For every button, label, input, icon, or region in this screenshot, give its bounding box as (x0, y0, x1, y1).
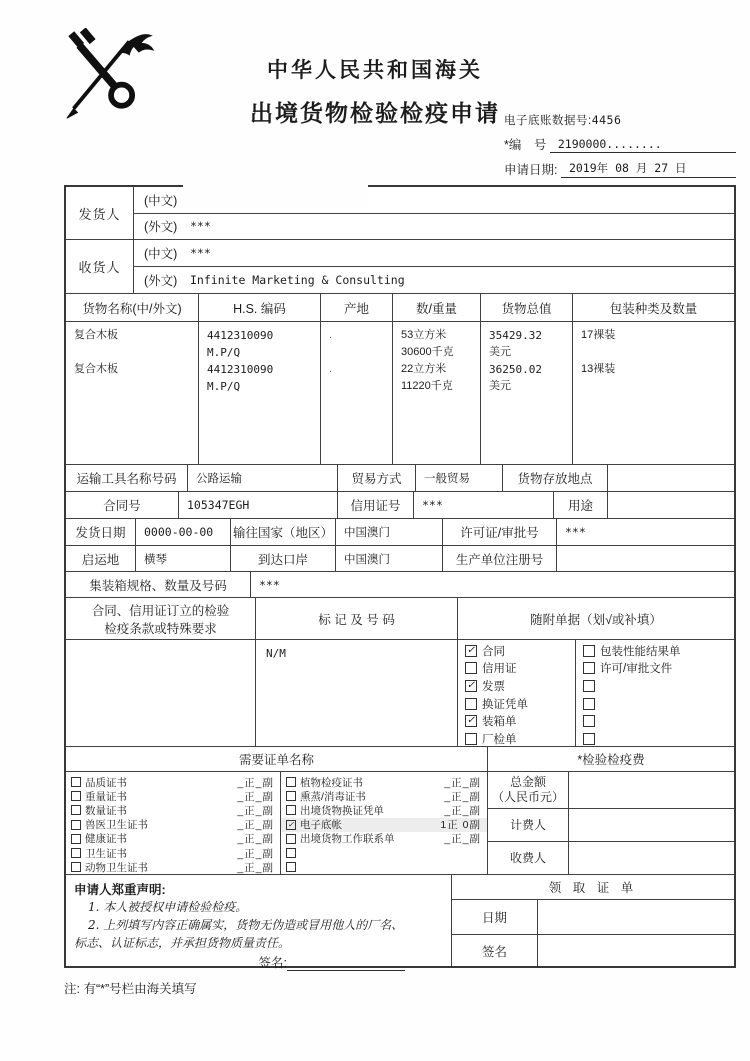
cert-item-vet-hygiene: 兽医卫生证书 _正_副 (66, 818, 280, 832)
foreign-label: (外文) (144, 220, 178, 235)
origin-1: . (329, 329, 333, 341)
attached-docs-header: 随附单据（划√或补填） (530, 612, 662, 627)
checkbox-icon (71, 791, 81, 801)
checkbox-icon (286, 805, 296, 815)
doc-item-voucher: 换证凭单 (458, 695, 575, 713)
clause-marks-docs-body (66, 640, 734, 747)
hs-code-header: H.S. 编码 (199, 294, 321, 321)
ship-date-value: 0000-00-00 (136, 519, 231, 545)
declaration-claim-row (66, 875, 734, 970)
apply-date-label: 申请日期: (504, 163, 561, 177)
consignor-row (66, 187, 734, 240)
marks-value: N/M (256, 640, 458, 746)
chinese-label: (中文) (144, 193, 178, 208)
claim-sign-value (538, 935, 734, 966)
declaration-line-2: 2. 上列填写内容正确属实，货物无伪造或冒用他人的厂名、 (88, 918, 404, 932)
claim-header: 领 取 证 单 (452, 875, 734, 900)
ship-date-row (66, 519, 734, 546)
apply-date-line (504, 160, 736, 178)
goods-name-cell (66, 322, 199, 464)
copies-value: 1正 0副 (440, 819, 481, 832)
claim-box (452, 875, 734, 966)
checkbox-icon (286, 862, 296, 872)
certificates-middle-column (281, 772, 488, 874)
permit-label: 许可证/审批号 (443, 519, 557, 545)
value-1: 35429.32 (489, 329, 542, 342)
checkbox-icon: ✓ (287, 819, 295, 829)
checkbox-icon (71, 820, 81, 830)
contract-value: 105347EGH (179, 492, 338, 518)
declaration-line-1: 1. 本人被授权申请检验检疫。 (88, 900, 248, 914)
consignee-chinese-value: *** (190, 246, 211, 260)
departure-value: 横琴 (136, 546, 231, 571)
container-value: *** (259, 577, 280, 592)
header-info (504, 112, 736, 178)
lc-label: 信用证号 (338, 492, 414, 518)
doc-item-blank (576, 695, 734, 713)
hs-code-2: 4412310090 (207, 363, 274, 376)
checkbox-icon (71, 777, 81, 787)
claim-date-row (452, 900, 734, 935)
volume-1: 53立方米 (401, 329, 447, 341)
copies-blank: _正_副 (237, 790, 274, 803)
footer-note: 注: 有“*”号栏由海关填写 (64, 982, 197, 996)
copies-blank: _正_副 (237, 776, 274, 789)
checkbox-icon (286, 791, 296, 801)
copies-blank: _正_副 (237, 847, 274, 860)
copies-blank: _正_副 (237, 861, 274, 874)
doc-item-blank (576, 712, 734, 730)
currency-1: 美元 (489, 346, 511, 358)
checkbox-icon (286, 777, 296, 787)
eledger-line (504, 112, 736, 128)
packing-header: 包装种类及数量 (609, 301, 698, 316)
cert-item-quantity: 数量证书 _正_副 (66, 803, 280, 817)
claim-date-label: 日期 (452, 900, 538, 934)
doc-item-factory-check: 厂检单 (458, 730, 575, 748)
lc-value: *** (414, 492, 554, 518)
packing-cell (573, 322, 734, 464)
customs-emblem-logo (64, 28, 160, 124)
clause-header: 合同、信用证订立的检验 检疫条款或特殊要求 (66, 598, 256, 639)
signature-label: 签名: (258, 956, 287, 970)
fee-header: *检验检疫费 (577, 753, 645, 767)
doc-item-blank (576, 677, 734, 695)
cert-item-work-contact: 出境货物工作联系单 _正_副 (281, 832, 487, 846)
checkbox-icon (465, 662, 477, 674)
goods-name-1: 复合木板 (74, 329, 118, 341)
departure-row (66, 546, 734, 572)
trade-mode-label: 贸易方式 (338, 465, 416, 491)
ship-date-label: 发货日期 (66, 519, 136, 545)
doc-item-packing-list: ✓ 装箱单 (466, 715, 517, 729)
total-value-header: 货物总值 (481, 294, 573, 321)
form-table (64, 185, 736, 968)
producer-reg-value (557, 546, 734, 571)
storage-value (608, 465, 734, 491)
serial-line (504, 135, 736, 153)
chinese-label: (中文) (144, 247, 178, 261)
total-value-cell (481, 322, 573, 464)
doc-item-packing-result: 包装性能结果单 (576, 642, 734, 660)
usage-label: 用途 (554, 492, 608, 518)
container-label: 集装箱规格、数量及号码 (66, 572, 251, 597)
goods-name-header: 货物名称(中/外文) (66, 294, 199, 321)
consignee-row (66, 240, 734, 294)
cert-item-animal-health: 动物卫生证书 _正_副 (66, 860, 280, 874)
fee-area (488, 772, 734, 874)
cert-item-plant-quarantine: 植物检疫证书 _正_副 (281, 775, 487, 789)
agency-title: 中华人民共和国海关 (267, 59, 483, 82)
signature-blank (287, 957, 405, 971)
copies-blank: _正_副 (237, 804, 274, 817)
fee-collect-row (488, 842, 734, 874)
weight-2: 11220千克 (401, 380, 453, 392)
consignee-label: 收货人 (66, 240, 134, 293)
hs-suffix-1: M.P/Q (207, 346, 241, 359)
doc-item-permit-file: 许可/审批文件 (576, 660, 734, 678)
checkbox-icon (583, 733, 595, 745)
certificates-header: 需要证单名称 (66, 747, 488, 771)
checkbox-icon (71, 862, 81, 872)
doc-item-blank (576, 730, 734, 748)
declaration-line-3: 标志、认证标志，并承担货物质量责任。 (74, 936, 291, 950)
eledger-value: 4456 (591, 113, 622, 127)
serial-value: 2190000........ (550, 137, 736, 153)
fee-calc-row (488, 809, 734, 842)
currency-2: 美元 (489, 380, 511, 392)
vehicle-label: 运输工具名称号码 (66, 465, 188, 491)
foreign-label: (外文) (144, 274, 178, 288)
marks-header: 标 记 及 号 码 (256, 598, 458, 639)
consignor-foreign-line (134, 214, 734, 240)
origin-2: . (329, 363, 333, 375)
goods-header-row (66, 294, 734, 322)
dest-country-label: 输往国家（地区） (231, 519, 336, 545)
redaction-box (183, 175, 368, 207)
form-title: 出境货物检验检疫申请 (250, 100, 500, 126)
vehicle-value: 公路运输 (188, 465, 338, 491)
attached-docs-area (458, 640, 734, 746)
storage-label: 货物存放地点 (503, 465, 608, 491)
checkbox-icon (71, 805, 81, 815)
checkbox-icon: ✓ (466, 679, 476, 691)
checkbox-icon (583, 698, 595, 710)
doc-item-contract: ✓ 合同 (466, 644, 505, 658)
qty-weight-cell (393, 322, 481, 464)
weight-1: 30600千克 (401, 346, 454, 358)
doc-item-lc: 信用证 (458, 660, 575, 678)
checkbox-icon: ✓ (466, 715, 476, 727)
hs-code-cell (199, 322, 321, 464)
docs-right-column (576, 640, 734, 746)
fee-total-value (569, 772, 734, 808)
goods-body-row (66, 322, 734, 465)
arrival-port-label: 到达口岸 (231, 546, 336, 571)
claim-date-value (538, 900, 734, 934)
cert-item-health: 健康证书 _正_副 (66, 832, 280, 846)
cert-item-fumigation: 熏蒸/消毒证书 _正_副 (281, 789, 487, 803)
fee-total-label: 总金额 （人民币元） (488, 772, 569, 808)
checkbox-icon (583, 662, 595, 674)
qty-weight-header: 数/重量 (393, 294, 481, 321)
cert-item-exchange-voucher: 出境货物换证凭单 _正_副 (281, 803, 487, 817)
apply-date-value: 2019年 08 月 27 日 (561, 160, 736, 178)
claim-sign-row (452, 935, 734, 966)
claim-sign-label: 签名 (452, 935, 538, 966)
consignee-foreign-value: Infinite Marketing & Consulting (190, 273, 405, 287)
permit-value: *** (565, 525, 586, 539)
fee-calc-value (569, 809, 734, 841)
checkbox-icon: ✓ (466, 644, 476, 656)
checkbox-icon (71, 834, 81, 844)
copies-blank: _正_副 (444, 804, 481, 817)
doc-item-invoice: ✓ 发票 (466, 679, 505, 693)
form-titles (238, 54, 512, 128)
copies-blank: _正_副 (237, 819, 274, 832)
arrival-port-value: 中国澳门 (336, 546, 443, 571)
copies-blank: _正_副 (444, 833, 481, 846)
goods-name-2: 复合木板 (74, 363, 118, 375)
copies-blank: _正_副 (237, 833, 274, 846)
serial-label: *编 号 (504, 138, 550, 152)
cert-item-weight: 重量证书 _正_副 (66, 789, 280, 803)
declaration-title: 申请人郑重声明: (74, 883, 166, 897)
usage-value (608, 492, 734, 518)
fee-calc-label: 计费人 (488, 809, 569, 841)
eledger-label: 电子底账数据号: (504, 115, 592, 127)
consignee-chinese-line (134, 240, 734, 267)
declaration-box (66, 875, 452, 970)
checkbox-icon (286, 848, 296, 858)
fee-total-row (488, 772, 734, 809)
origin-header: 产地 (321, 294, 393, 321)
fee-collect-value (569, 842, 734, 874)
checkbox-icon (583, 680, 595, 692)
copies-blank: _正_副 (444, 790, 481, 803)
checkbox-icon (465, 733, 477, 745)
consignee-foreign-line (134, 267, 734, 293)
certificates-body-row (66, 772, 734, 875)
vehicle-row (66, 465, 734, 492)
contract-label: 合同号 (66, 492, 179, 518)
signature-line (74, 953, 443, 971)
trade-mode-value: 一般贸易 (416, 465, 503, 491)
hs-suffix-2: M.P/Q (207, 380, 241, 393)
consignor-foreign-value: *** (190, 219, 211, 234)
cert-item-blank (281, 860, 487, 874)
packing-2: 13裸装 (581, 363, 616, 375)
copies-blank: _正_副 (444, 776, 481, 789)
departure-label: 启运地 (66, 546, 136, 571)
fee-collect-label: 收费人 (488, 842, 569, 874)
container-row (66, 572, 734, 598)
cert-item-eledger: ✓ 电子底帐 1正 0副 (281, 818, 487, 832)
cert-item-blank (281, 846, 487, 860)
consignor-label: 发货人 (66, 187, 134, 239)
clause-value (66, 640, 256, 746)
certificates-header-row (66, 747, 734, 772)
checkbox-icon (465, 698, 477, 710)
packing-1: 17裸装 (581, 329, 616, 341)
clause-marks-docs-header (66, 598, 734, 640)
checkbox-icon (583, 645, 595, 657)
docs-left-column (458, 640, 576, 746)
cert-item-sanitary: 卫生证书 _正_副 (66, 846, 280, 860)
checkbox-icon (286, 834, 296, 844)
hs-code-1: 4412310090 (207, 329, 274, 342)
checkbox-icon (71, 848, 81, 858)
value-2: 36250.02 (489, 363, 542, 376)
volume-2: 22立方米 (401, 363, 447, 375)
dest-country-value: 中国澳门 (336, 519, 443, 545)
checkbox-icon (583, 715, 595, 727)
contract-row (66, 492, 734, 519)
cert-item-quality: 品质证书 _正_副 (66, 775, 280, 789)
origin-cell (321, 322, 393, 464)
certificates-left-column (66, 772, 281, 874)
producer-reg-label: 生产单位注册号 (443, 546, 557, 571)
